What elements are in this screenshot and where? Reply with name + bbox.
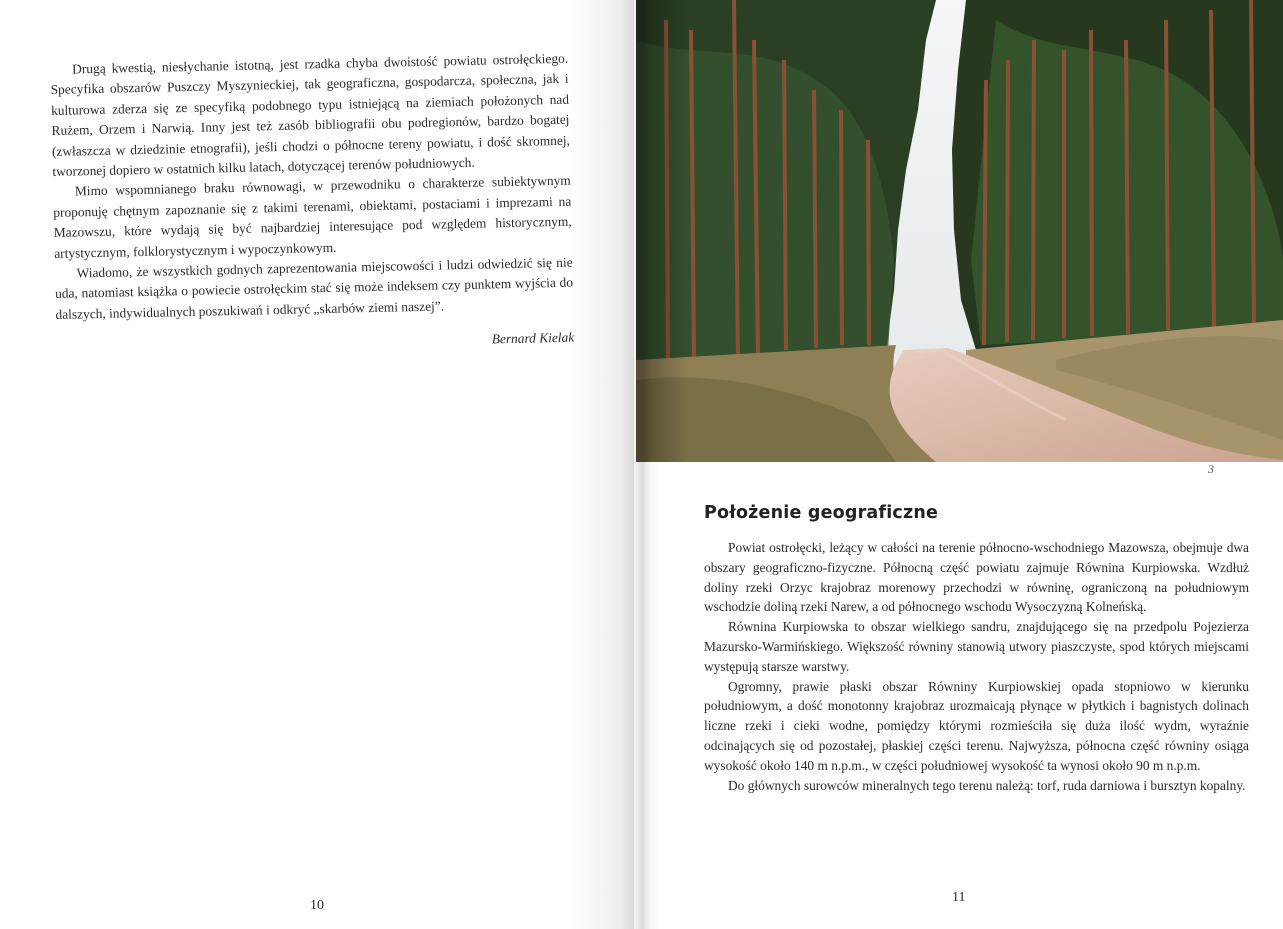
photo-number: 3 [1208,462,1214,476]
right-paragraph-1: Powiat ostrołęcki, leżący w całości na terenie północno-wschodniego Mazowsza, obejmuje dwa obszary geograficzno-fizyczne. Północną część powiatu zajmuje Równina Kurpiowska. Wzdłuż doliny rzeki Orzyc krajobraz morenowy przechodzi w równinę, ograniczoną na południowym wschodzie doliną rzeki Narew, a od północnego wschodu Wysoczyzną Kolneńską. [704,540,1249,615]
forest-road-photo [636,0,1283,462]
page-number-left: 10 [310,898,324,913]
right-paragraph-3: Ogromny, prawie płaski obszar Równiny Kurpiowskiej opada stopniowo w kierunku południowym, a dość monotonny krajobraz urozmaicają płynące w płytkich i bagnistych dolinach liczne rzeki i cieki wodne, pomiędzy którymi rozmieściła się duża ilość wydm, wyraźnie odcinających się od pozostałej, płaskiej części terenu. Najwyższa, północna część równiny osiąga wysokość około 140 m n.p.m., w części południowej wysokość ta wynosi około 90 m n.p.m. [704,678,1249,773]
left-page [0,0,634,929]
left-paragraph-3: Wiadomo, że wszystkich godnych zaprezentowania miejscowości i ludzi odwiedzić się nie uda, natomiast książka o powiecie ostrołęckim stać się może indeksem czy punktem wyjścia do dalszych, indywidualnych poszukiwań i odkryć „skarbów ziemi naszej”. [54,254,574,322]
author-signature: Bernard Kielak [491,329,575,347]
left-page-text [50,49,574,360]
left-paragraph-1: Drugą kwestią, niesłychanie istotną, jest rzadka chyba dwoistość powiatu ostrołęckiego. Specyfika obszarów Puszczy Myszynieckiej, tak geograficzna, gospodarcza, społeczna, jak i kulturowa zderza się ze specyfiką podobnego typu istniejącą na ziemiach położonych nad Rużem, Orzem i Narwią. Inny jest też zasób bibliografii obu podregionów, bardzo bogatej (zwłaszcza w dziedzinie etnografii), jeśli chodzi o północne tereny powiatu, i dość skromnej, tworzonej dopiero w ostatnich kilku latach, dotyczącej terenów południowych. [50,50,571,180]
left-paragraph-2: Mimo wspomnianego braku równowagi, w przewodniku o charakterze subiektywnym proponuję chętnym zapoznanie się z takimi terenami, obiektami, postaciami i imprezami na Mazowszu, które wydają się być najbardziej interesujące pod względem historycznym, artystycznym, folklorystycznym i wypoczynkowym. [53,173,572,261]
right-paragraph-4: Do głównych surowców mineralnych tego terenu należą: torf, ruda darniowa i bursztyn kopalny. [728,777,1246,793]
right-paragraph-2: Równina Kurpiowska to obszar wielkiego sandru, znajdującego się na przedpolu Pojezierza Mazursko-Warmińskiego. Większość równiny stanowią utwory piaszczyste, spod których miejscami występują starsze warstwy. [704,619,1249,674]
right-page-text [704,538,1249,795]
section-title: Położenie geograficzne [704,503,939,523]
page-number-right: 11 [952,890,966,905]
right-page [634,0,1283,929]
